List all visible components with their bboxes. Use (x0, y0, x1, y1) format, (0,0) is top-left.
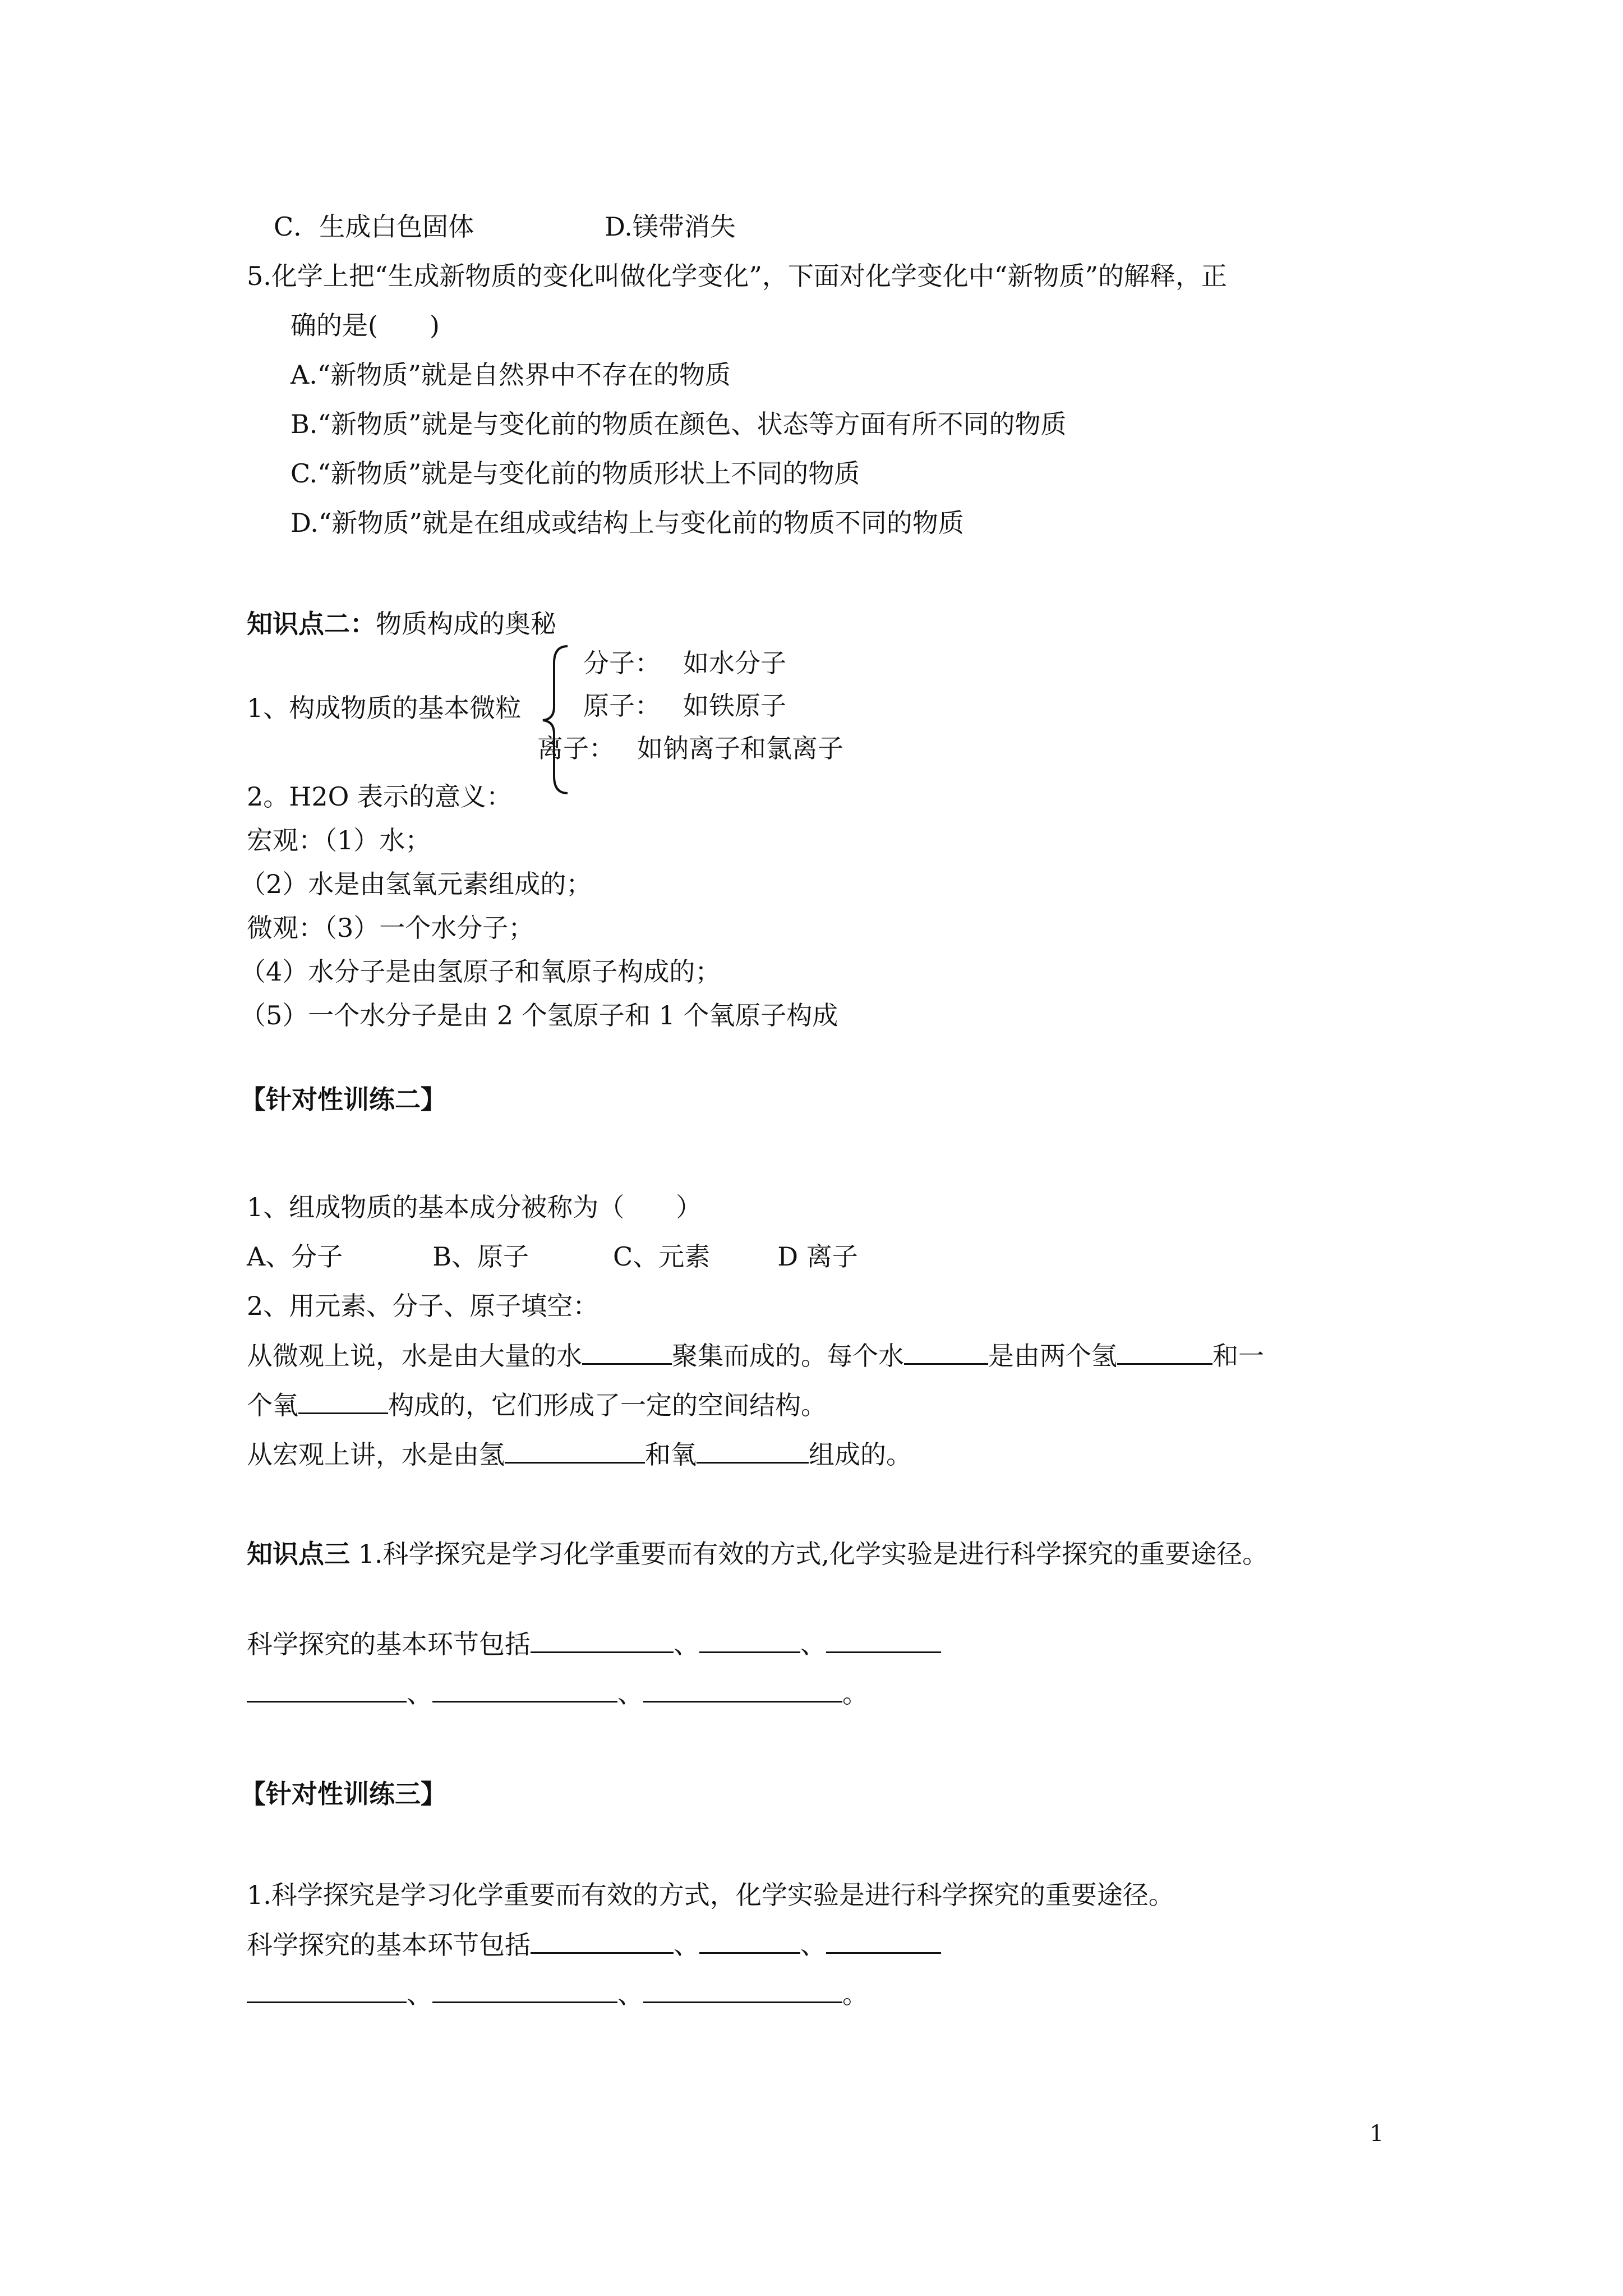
blank-oxygen-particle[interactable] (298, 1388, 388, 1414)
training3-steps-line-1 (247, 1927, 941, 1962)
kp2-title-label: 知识点二： (247, 609, 376, 639)
q5-option-d: D.“新物质”就是在组成或结构上与变化前的物质不同的物质 (291, 508, 964, 538)
particle-ion-example: 如钠离子和氯离子 (637, 733, 843, 763)
macro-text-b: 和氧 (645, 1439, 697, 1470)
option-b: B、原子 (432, 1241, 529, 1272)
q5-option-b: B.“新物质”就是与变化前的物质在颜色、状态等方面有所不同的物质 (291, 409, 1067, 439)
training3-blank-3[interactable] (826, 1927, 941, 1954)
micro-line-1 (247, 1338, 1264, 1373)
kp3-blank-6[interactable] (643, 1676, 842, 1703)
kp3-title-text: 1.科学探究是学习化学重要而有效的方式,化学实验是进行科学探究的重要途径。 (350, 1539, 1269, 1569)
h2o-title: 2。H2O 表示的意义： (247, 781, 512, 812)
training3-sep-4: 、 (617, 1979, 643, 2009)
kp3-steps-line-2 (247, 1676, 868, 1710)
q4-option-d: D.镁带消失 (605, 211, 736, 242)
particle-atom (583, 689, 786, 723)
particles-label: 1、构成物质的基本微粒 (247, 693, 522, 723)
kp3-steps-line-1 (247, 1627, 941, 1661)
kp3-blank-2[interactable] (699, 1627, 800, 1653)
h2o-line-4: （4）水分子是由氢原子和氧原子构成的； (240, 956, 721, 987)
training3-q1: 1.科学探究是学习化学重要而有效的方式，化学实验是进行科学探究的重要途径。 (247, 1880, 1174, 1910)
option-c: C、元素 (613, 1241, 711, 1272)
kp3-end: 。 (842, 1678, 868, 1709)
training3-blank-5[interactable] (432, 1977, 617, 2003)
training3-sep-2: 、 (800, 1930, 826, 1960)
kp3-sep-2: 、 (800, 1629, 826, 1659)
training3-blank-4[interactable] (247, 1977, 407, 2003)
particle-molecule-example: 如水分子 (683, 648, 786, 678)
kp3-title (247, 1537, 1268, 1571)
particle-ion-name: 离子： (537, 733, 615, 763)
kp3-blank-3[interactable] (826, 1627, 941, 1653)
micro-text-b: 聚集而成的。每个水 (672, 1341, 904, 1371)
kp2-title-text: 物质构成的奥秘 (376, 609, 556, 639)
particle-atom-example: 如铁原子 (683, 691, 786, 721)
kp3-sep-4: 、 (617, 1678, 643, 1709)
h2o-line-3: 微观：（3）一个水分子； (247, 913, 534, 943)
kp3-sep-3: 、 (407, 1678, 432, 1709)
training3-steps-label: 科学探究的基本环节包括 (247, 1930, 531, 1960)
particle-atom-name: 原子： (583, 691, 661, 721)
macro-text-a: 从宏观上讲，水是由氢 (247, 1439, 505, 1470)
blank-water-particle[interactable] (582, 1338, 672, 1365)
option-d: D 离子 (777, 1241, 858, 1272)
kp3-steps-label: 科学探究的基本环节包括 (247, 1629, 531, 1659)
h2o-line-2: （2）水是由氢氧元素组成的； (240, 869, 592, 899)
kp3-sep-1: 、 (674, 1629, 699, 1659)
micro-line-2 (247, 1388, 827, 1422)
blank-hydrogen-element[interactable] (505, 1437, 645, 1464)
kp2-title (247, 607, 556, 641)
micro2-text-a: 个氧 (247, 1390, 298, 1420)
training3-steps-line-2 (247, 1977, 868, 2011)
micro2-text-b: 构成的，它们形成了一定的空间结构。 (388, 1390, 827, 1420)
page-number: 1 (1370, 2121, 1384, 2147)
macro-text-c: 组成的。 (809, 1439, 912, 1470)
kp3-blank-5[interactable] (432, 1676, 617, 1703)
training3-sep-3: 、 (407, 1979, 432, 2009)
micro-text-a: 从微观上说，水是由大量的水 (247, 1341, 582, 1371)
particle-ion (537, 731, 843, 765)
training3-heading: 【针对性训练三】 (240, 1779, 446, 1809)
training3-sep-1: 、 (674, 1930, 699, 1960)
h2o-line-1: 宏观：（1）水； (247, 825, 431, 855)
training2-q1-options (247, 1240, 858, 1273)
h2o-line-5: （5）一个水分子是由 2 个氢原子和 1 个氧原子构成 (240, 1000, 838, 1030)
training3-end: 。 (842, 1979, 868, 2009)
particles-brace (538, 644, 578, 795)
macro-line (247, 1437, 912, 1471)
q4-option-c: C．生成白色固体 (274, 211, 474, 242)
kp3-blank-4[interactable] (247, 1676, 407, 1703)
particle-molecule-name: 分子： (583, 648, 661, 678)
training2-heading: 【针对性训练二】 (240, 1084, 446, 1115)
kp3-title-label: 知识点三 (247, 1539, 350, 1569)
option-a: A、分子 (247, 1241, 343, 1272)
training3-blank-6[interactable] (643, 1977, 842, 2003)
blank-hydrogen-particle[interactable] (1117, 1338, 1212, 1365)
training3-blank-2[interactable] (699, 1927, 800, 1954)
blank-oxygen-element[interactable] (697, 1437, 809, 1464)
q5-option-a: A.“新物质”就是自然界中不存在的物质 (291, 360, 731, 390)
q5-option-c: C.“新物质”就是与变化前的物质形状上不同的物质 (291, 458, 860, 489)
micro-text-c: 是由两个氢 (988, 1341, 1117, 1371)
training2-q2: 2、用元素、分子、原子填空： (247, 1291, 599, 1321)
particle-molecule (583, 646, 786, 680)
training2-q1: 1、组成物质的基本成分被称为（ ） (247, 1192, 702, 1222)
kp3-blank-1[interactable] (531, 1627, 674, 1653)
blank-water-unit[interactable] (904, 1338, 988, 1365)
micro-text-d: 和一 (1212, 1341, 1264, 1371)
q5-stem-line2: 确的是( ) (291, 310, 440, 341)
q5-stem-line1: 5.化学上把“生成新物质的变化叫做化学变化”，下面对化学变化中“新物质”的解释，正 (247, 261, 1227, 291)
training3-blank-1[interactable] (531, 1927, 674, 1954)
